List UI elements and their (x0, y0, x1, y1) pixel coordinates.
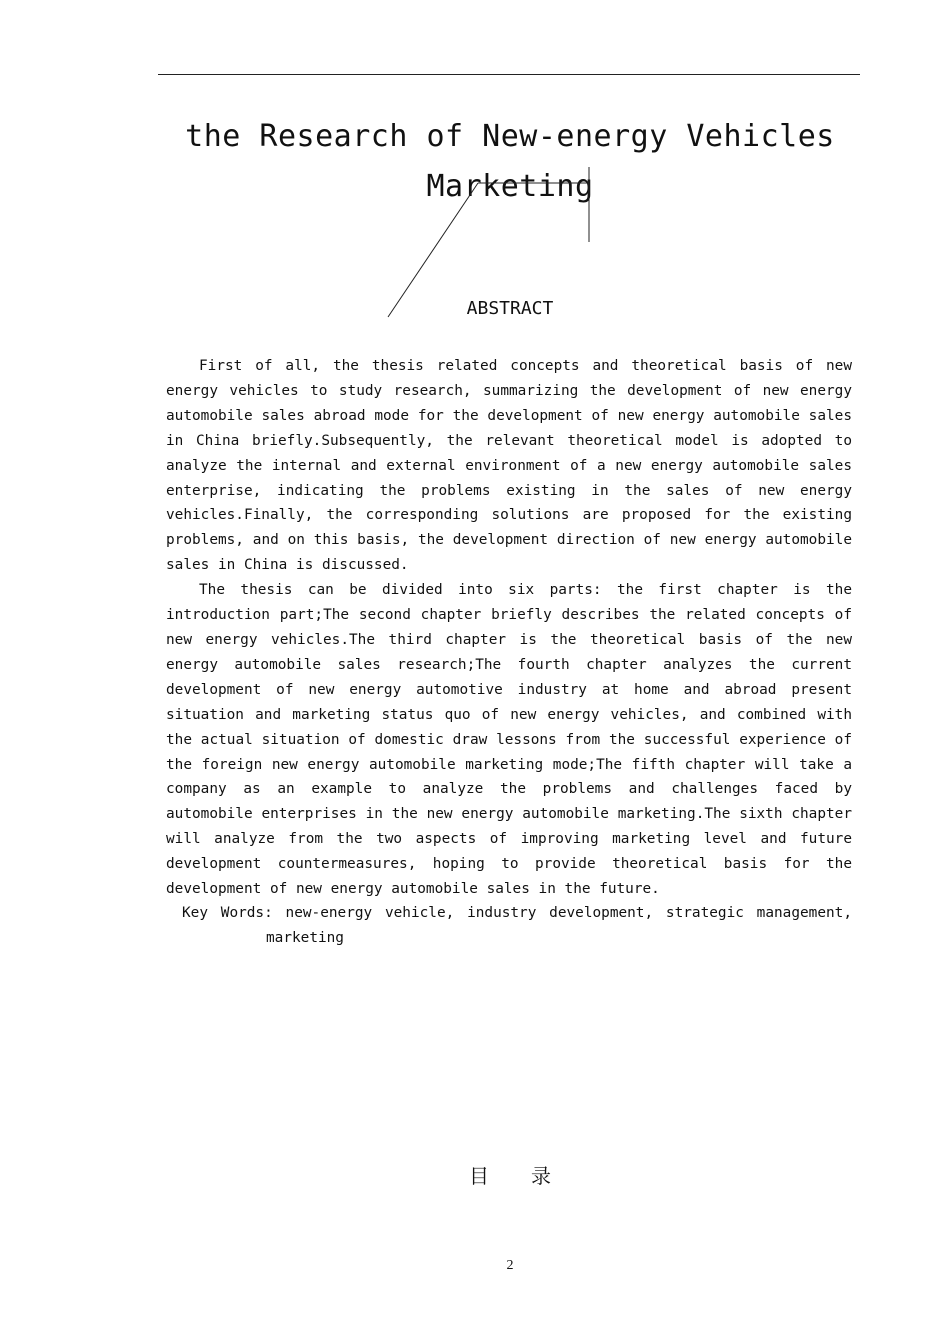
title-line-1: the Research of New-energy Vehicles (185, 119, 835, 154)
keywords-line-1: Key Words: new-energy vehicle, industry development, strategic management, (182, 905, 852, 921)
annotation-diagonal-line (388, 183, 478, 317)
abstract-paragraph-1: First of all, the thesis related concepts and theoretical basis of new energy vehicles to study research, summarizing the development of new energy automobile sales abroad mode for the development of new energy automobile sales in China briefly.Subsequently, the relevant theoretical model is adopted to analyze the internal and external environment of a new energy automobile sales enterprise, indicating the problems existing in the sales of new energy vehicles.Finally, the corresponding solutions are proposed for the existing problems, and on this basis, the development direction of new energy automobile sales in China is discussed. (166, 358, 852, 574)
toc-heading: 目录 (469, 1164, 593, 1188)
abstract-body (166, 354, 852, 902)
title-line-2: Marketing (426, 169, 594, 204)
keywords-line-2: marketing (266, 930, 344, 946)
abstract-heading: ABSTRACT (466, 298, 554, 319)
abstract-paragraph-2: The thesis can be divided into six parts: the first chapter is the introduction part;The second chapter briefly describes the related concepts of new energy vehicles.The third chapter is the theoretical basis of the new energy automobile sales research;The fourth chapter analyzes the current development of new energy automotive industry at home and abroad present situation and marketing status quo of new energy vehicles, and combined with the actual situation of domestic draw lessons from the successful experience of the foreign new energy automobile marketing mode;The fifth chapter will take a company as an example to analyze the problems and challenges faced by automobile enterprises in the new energy automobile marketing.The sixth chapter will analyze from the two aspects of improving marketing level and future development countermeasures, hoping to provide theoretical basis for the development of new energy automobile sales in the future. (166, 582, 852, 898)
keywords (182, 901, 852, 951)
page-number: 2 (506, 1258, 514, 1273)
